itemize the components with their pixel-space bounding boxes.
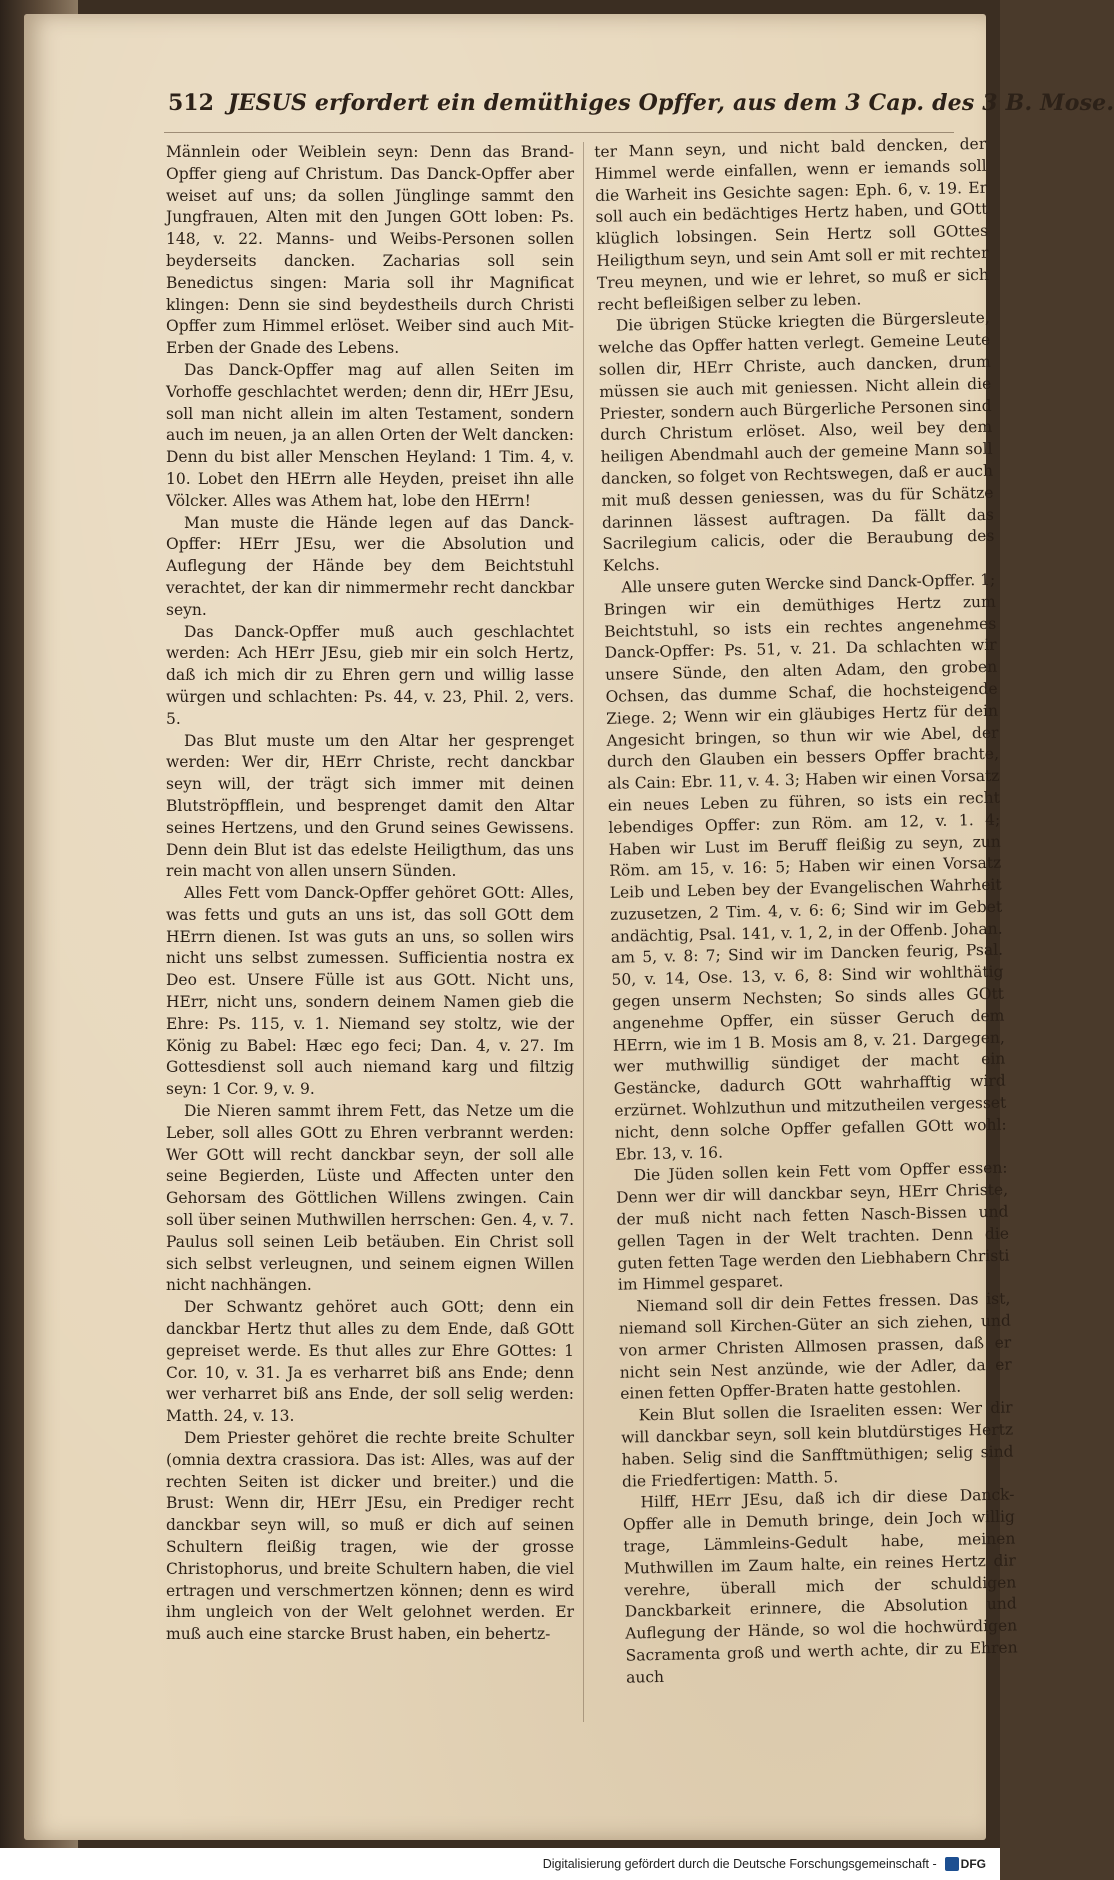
- page-header: [168, 90, 1114, 130]
- left-paragraph: Männlein oder Weiblein seyn: Denn das Brand-Opffer gieng auf Christum. Das Danck-Opffer aber weiset auf uns; da sollen Jünglinge sammt den Jungfrauen, Alten mit den Jungen GOtt loben: Ps. 148, v. 22. Manns- und Weibs-Personen sollen beyderseits dancken. Zacharias soll sein Benedictus singen: Maria soll ihr Magnificat klingen: Denn sie sind beydestheils durch Christi Opffer zum Himmel erlöset. Weiber sind auch Mit-Erben der Gnade des Lebens.: [166, 143, 574, 358]
- left-paragraph: Alles Fett vom Danck-Opffer gehöret GOtt: Alles, was fetts und guts an uns ist, das soll GOtt dem HErrn dienen. Ist was guts an uns, so sollen wirs nicht uns selbst zumessen. Sufficientia nostra ex Deo est. Unsere Fülle ist aus GOtt. Nicht uns, HErr, nicht uns, sondern deinem Namen gieb die Ehre: Ps. 115, v. 1. Niemand sey stoltz, wie der König zu Babel: Hæc ego feci; Dan. 4, v. 27. Im Gottesdienst soll auch niemand karg und filtzig seyn: 1 Cor. 9, v. 9.: [166, 884, 574, 1099]
- left-column: [166, 142, 574, 1646]
- right-paragraph: Die Jüden sollen kein Fett vom Opffer essen: Denn wer dir will danckbar seyn, HErr Christe, der muß nicht nach fetten Nasch-Bissen und gellen Tagen in der Welt trachten. Denn die guten fetten Tage werden den Liebhabern Christi im Himmel gesparet.: [615, 1159, 1010, 1295]
- header-rule: [164, 132, 954, 133]
- dfg-logo[interactable]: [945, 1857, 986, 1871]
- footer-credit: Digitalisierung gefördert durch die Deutsche Forschungsgemeinschaft -: [542, 1857, 937, 1871]
- running-head: JESUS erfordert ein demüthiges Opffer, aus dem 3 Cap. des 3 B. Mose.: [227, 90, 1114, 116]
- right-paragraph: Alle unsere guten Wercke sind Danck-Opffer. 1; Bringen wir ein demüthiges Hertz zum Beichtstuhl, so ists ein rechtes angenehmes Danck-Opffer: Ps. 51, v. 21. Da schlachten wir unsere Sünde, den alten Adam, den groben Ochsen, das dumme Schaf, die hochsteigende Ziege. 2; Wenn wir ein gläubiges Hertz für dein Angesicht bringen, so thun wir wie Abel, der durch den Glauben ein bessers Opffer brachte, als Cain: Ebr. 11, v. 4. 3; Haben wir einen Vorsatz ein neues Leben zu führen, so ists ein recht lebendiges Opffer: zun Röm. am 12, v. 1. 4; Haben wir Lust im Beruff fleißig zu seyn, zun Röm. am 15, v. 16: 5; Haben wir einen Vorsatz Leib und Leben bey der Evangelischen Wahrheit zuzusetzen, 2 Tim. 4, v. 6: 6; Sind wir im Gebet andächtig, Psal. 141, v. 1, 2, in der Offenb. Johan. am 5, v. 8: 7; Sind wir im Dancken feurig, Psal. 50, v. 14, Ose. 13, v. 6, 8: Sind wir wohlthätig gegen unserm Nechsten; So sinds alles GOtt angenehme Opffer, ein süsser Geruch dem HErrn, wie im 1 B. Mosis am 8, v. 21. Dargegen, wer muthwillig sündiget der macht ein Gestäncke, dadurch GOtt wahrhafftig wird erzürnet. Wohlzuthun und mitzutheilen vergesset nicht, denn solche Opffer gefallen GOtt wohl: Ebr. 13, v. 16.: [603, 570, 1007, 1164]
- left-paragraph: Die Nieren sammt ihrem Fett, das Netze um die Leber, soll alles GOtt zu Ehren verbrannt werden: Wer GOtt will recht danckbar seyn, der soll alle seine Begierden, Lüste und Affecten unter den Gehorsam des Göttlichen Willens zwingen. Cain soll über seinen Muthwillen herrschen: Gen. 4, v. 7. Paulus soll seinen Leib betäuben. Ein Christ soll sich selbst verleugnen, und seinem eignen Willen nicht nachhängen.: [166, 1102, 574, 1295]
- right-paragraph: ter Mann seyn, und nicht bald dencken, der Himmel werde einfallen, wenn er iemands soll die Warheit ins Gesichte sagen: Eph. 6, v. 19. Er soll auch ein bedächtiges Hertz haben, und GOtt klüglich lobsingen. Sein Hertz soll GOttes Heiligthum seyn, und sein Amt soll er mit rechter Treu meynen, und wie er lehret, so muß er sich recht befleißigen selber zu leben.: [594, 134, 990, 314]
- left-paragraph: Man muste die Hände legen auf das Danck-Opffer: HErr JEsu, wer die Absolution und Auflegung der Hände bey dem Beichtstuhl verachtet, der kan dir nimmermehr recht danckbar seyn.: [166, 513, 574, 619]
- left-paragraph: Das Danck-Opffer mag auf allen Seiten im Vorhoffe geschlachtet werden; denn dir, HErr JEsu, soll man nicht allein im alten Testament, sondern auch im neuen, ja an allen Orten der Welt dancken: Denn du bist aller Menschen Heyland: 1 Tim. 4, v. 10. Lobet den HErrn alle Heyden, preiset ihn alle Völcker. Alles was Athem hat, lobe den HErrn!: [166, 360, 574, 510]
- dfg-logo-text: DFG: [960, 1857, 986, 1871]
- left-paragraph: Dem Priester gehöret die rechte breite Schulter (omnia dextra crassiora. Das ist: Alles, was auf der rechten Seiten ist dicker und breiter.) und die Brust: Wenn dir, HErr JEsu, ein Prediger recht danckbar seyn will, so muß er dich auf seinen Schultern fleißig tragen, wie der grosse Christophorus, und breite Schultern haben, die viel ertragen und verschmertzen können; denn es wird ihm ungleich von der Welt gelohnet werden. Er muß auch eine starcke Brust haben, ein behertz-: [166, 1429, 574, 1644]
- right-paragraph: Hilff, HErr JEsu, daß ich dir diese Danck-Opffer alle in Demuth bringe, dein Joch willig trage, Lämmleins-Gedult habe, meinen Muthwillen im Zaum halte, ein reines Hertz dir verehre, überall mich der schuldigen Danckbarkeit erinnere, die Absolution und Auflegung der Hände, so wol die hochwürdigen Sacramenta groß und werth achte, dir zu Ehren auch: [622, 1485, 1018, 1687]
- left-paragraph: Das Danck-Opffer muß auch geschlachtet werden: Ach HErr JEsu, gieb mir ein solch Hertz, daß ich mich dir zu Ehren gern und willig lasse würgen und schlachten: Ps. 44, v. 23, Phil. 2, vers. 5.: [166, 622, 574, 728]
- right-column: [594, 134, 1018, 1689]
- dfg-logo-icon: [945, 1857, 959, 1871]
- page-number: 512: [168, 90, 214, 116]
- digitization-footer: [0, 1848, 1000, 1880]
- column-divider: [583, 142, 584, 1722]
- right-paragraph: Niemand soll dir dein Fettes fressen. Das ist, niemand soll Kirchen-Güter an sich ziehen, und von armer Christen Allmosen prassen, daß er nicht sein Nest anzünde, wie der Adler, da er einen fetten Opffer-Braten hatte gestohlen.: [618, 1289, 1012, 1404]
- left-paragraph: Das Blut muste um den Altar her gesprenget werden: Wer dir, HErr Christe, recht danckbar seyn will, der trägt sich immer mit deinen Blutströpfflein, und besprenget damit den Altar seines Hertzens, und den Grund seines Gewissens. Denn dein Blut ist das edelste Heiligthum, das uns rein macht von allen unsern Sünden.: [166, 731, 574, 881]
- left-paragraph: Der Schwantz gehöret auch GOtt; denn ein danckbar Hertz thut alles zu dem Ende, daß GOtt gepreiset werde. Es thut alles zur Ehre GOttes: 1 Cor. 10, v. 31. Ja es verharret biß ans Ende; denn wer verharret biß ans Ende, der soll selig werden: Matth. 24, v. 13.: [166, 1298, 574, 1426]
- right-paragraph: Kein Blut sollen die Israeliten essen: Wer dir will danckbar seyn, soll kein blutdürstiges Hertz haben. Selig sind die Sanfftmüthigen; selig sind die Friedfertigen: Matth. 5.: [620, 1398, 1014, 1491]
- right-paragraph: Die übrigen Stücke kriegten die Bürgersleute, welche das Opffer hatten verlegt. Gemeine Leute sollen dir, HErr Christe, auch dancken, drum müssen sie auch mit geniessen. Nicht allein die Priester, sondern auch Bürgerliche Personen sind durch Christum erlöset. Also, weil bey dem heiligen Abendmahl auch der gemeine Mann soll dancken, so folget von Rechtswegen, daß er auch mit muß dessen geniessen, was du für Schätze darinnen lässest auftragen. Da fällt das Sacrilegium calicis, oder die Beraubung des Kelchs.: [598, 309, 995, 576]
